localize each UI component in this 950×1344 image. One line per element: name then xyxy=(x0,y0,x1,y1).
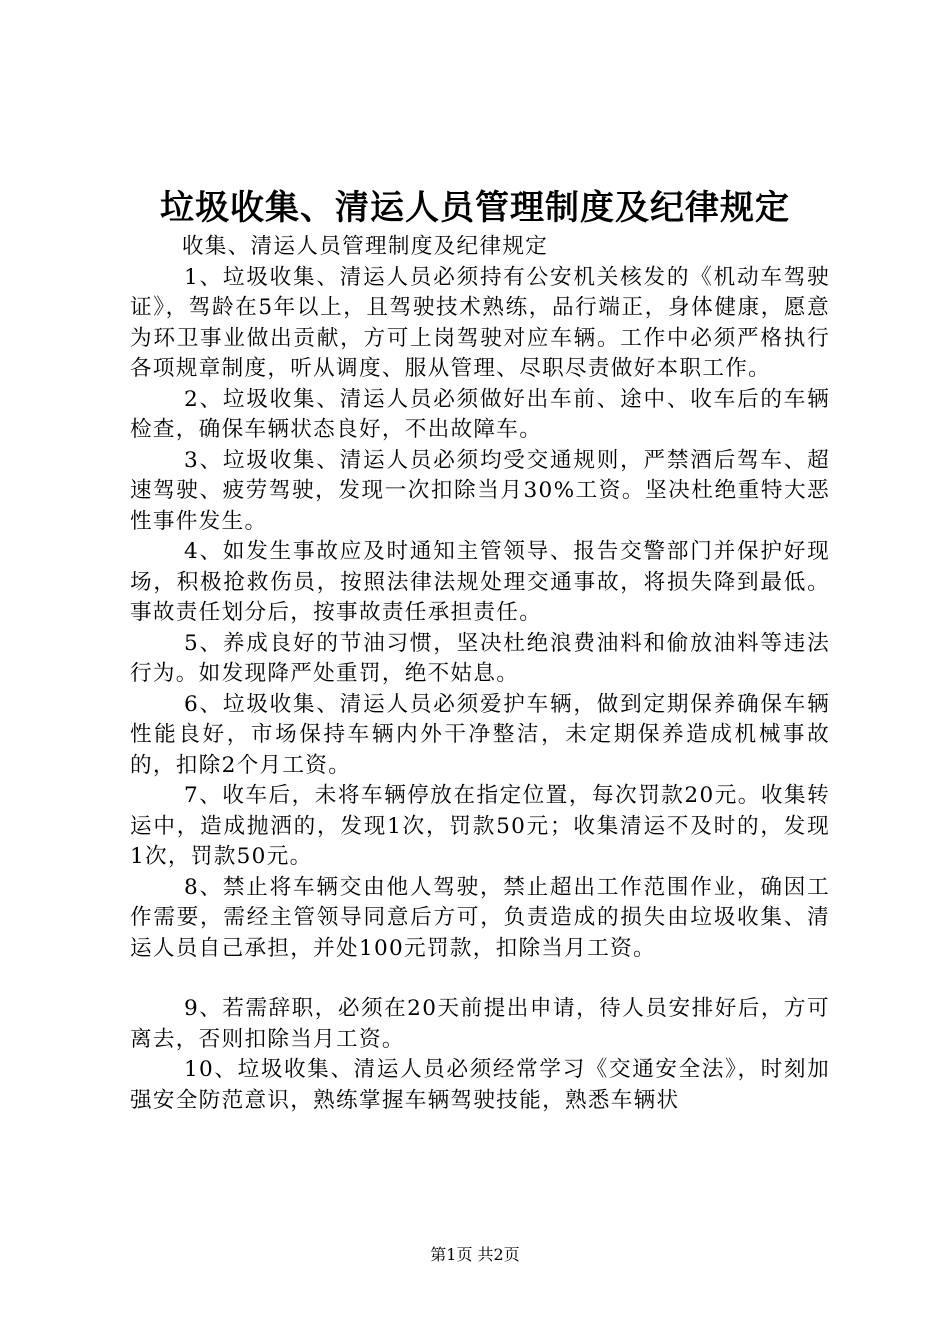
paragraph-6: 6、垃圾收集、清运人员必须爱护车辆，做到定期保养确保车辆性能良好，市场保持车辆内外干净整洁，未定期保养造成机械事故的，扣除2个月工资。 xyxy=(130,691,830,778)
document-subtitle: 收集、清运人员管理制度及纪律规定 xyxy=(181,234,549,259)
paragraph-7: 7、收车后，未将车辆停放在指定位置，每次罚款20元。收集转运中，造成抛洒的，发现1次，罚款50元；收集清运不及时的，发现1次，罚款50元。 xyxy=(130,783,830,869)
document-body xyxy=(130,232,830,1116)
paragraph-1: 1、垃圾收集、清运人员必须持有公安机关核发的《机动车驾驶证》，驾龄在5年以上，且驾驶技术熟练，品行端正，身体健康，愿意为环卫事业做出贡献，方可上岗驾驶对应车辆。工作中必须严格执行各项规章制度，听从调度、服从管理、尽职尽责做好本职工作。 xyxy=(130,264,830,381)
paragraph-8: 8、禁止将车辆交由他人驾驶，禁止超出工作范围作业，确因工作需要，需经主管领导同意后方可，负责造成的损失由垃圾收集、清运人员自己承担，并处100元罚款，扣除当月工资。 xyxy=(130,874,830,961)
document-title: 垃圾收集、清运人员管理制度及纪律规定 xyxy=(160,188,790,228)
paragraph-2: 2、垃圾收集、清运人员必须做好出车前、途中、收车后的车辆检查，确保车辆状态良好，不出故障车。 xyxy=(130,386,830,442)
paragraph-5: 5、养成良好的节油习惯，坚决杜绝浪费油料和偷放油料等违法行为。如发现降严处重罚，绝不姑息。 xyxy=(130,630,830,686)
page-footer: 第1页 共2页 xyxy=(430,1245,520,1264)
paragraph-10: 10、垃圾收集、清运人员必须经常学习《交通安全法》，时刻加强安全防范意识，熟练掌握车辆驾驶技能，熟悉车辆状 xyxy=(130,1057,830,1113)
paragraph-3: 3、垃圾收集、清运人员必须均受交通规则，严禁酒后驾车、超速驾驶、疲劳驾驶，发现一次扣除当月30%工资。坚决杜绝重特大恶性事件发生。 xyxy=(130,447,830,534)
paragraph-4: 4、如发生事故应及时通知主管领导、报告交警部门并保护好现场，积极抢救伤员，按照法律法规处理交通事故，将损失降到最低。事故责任划分后，按事故责任承担责任。 xyxy=(130,539,830,625)
paragraph-9: 9、若需辞职，必须在20天前提出申请，待人员安排好后，方可离去，否则扣除当月工资。 xyxy=(130,996,830,1052)
